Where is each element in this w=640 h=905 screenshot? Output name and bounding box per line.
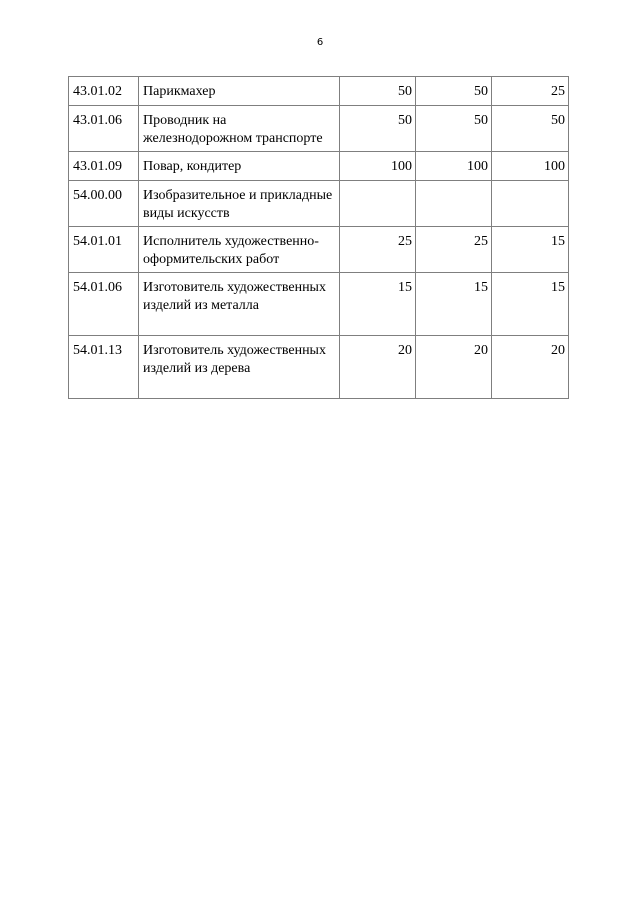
code-cell: 54.01.06 [69, 273, 139, 336]
code-cell: 54.01.13 [69, 336, 139, 399]
value-cell: 20 [340, 336, 416, 399]
value-cell: 50 [416, 77, 492, 106]
code-cell: 43.01.02 [69, 77, 139, 106]
name-cell: Парикмахер [139, 77, 340, 106]
value-cell: 15 [492, 227, 569, 273]
value-cell: 25 [416, 227, 492, 273]
name-cell: Изготовитель художественных изделий из дерева [139, 336, 340, 399]
value-cell: 50 [416, 106, 492, 152]
code-cell: 43.01.09 [69, 152, 139, 181]
code-cell: 43.01.06 [69, 106, 139, 152]
value-cell: 15 [340, 273, 416, 336]
table-row [69, 152, 569, 181]
table-row [69, 273, 569, 336]
name-cell: Проводник на железнодорожном транспорте [139, 106, 340, 152]
name-cell: Повар, кондитер [139, 152, 340, 181]
table-row [69, 227, 569, 273]
page-number: 6 [316, 37, 324, 48]
professions-table [68, 76, 569, 399]
value-cell [492, 181, 569, 227]
name-cell: Исполнитель художественно-оформительских работ [139, 227, 340, 273]
value-cell: 100 [340, 152, 416, 181]
value-cell: 100 [492, 152, 569, 181]
name-cell: Изготовитель художественных изделий из металла [139, 273, 340, 336]
value-cell: 15 [492, 273, 569, 336]
value-cell: 50 [340, 77, 416, 106]
table-row [69, 336, 569, 399]
value-cell: 15 [416, 273, 492, 336]
value-cell: 20 [492, 336, 569, 399]
value-cell: 100 [416, 152, 492, 181]
value-cell: 25 [340, 227, 416, 273]
name-cell: Изобразительное и прикладные виды искусств [139, 181, 340, 227]
code-cell: 54.01.01 [69, 227, 139, 273]
value-cell [340, 181, 416, 227]
table-row [69, 181, 569, 227]
value-cell: 20 [416, 336, 492, 399]
value-cell: 25 [492, 77, 569, 106]
code-cell: 54.00.00 [69, 181, 139, 227]
table-row [69, 77, 569, 106]
value-cell [416, 181, 492, 227]
value-cell: 50 [340, 106, 416, 152]
value-cell: 50 [492, 106, 569, 152]
table-row [69, 106, 569, 152]
